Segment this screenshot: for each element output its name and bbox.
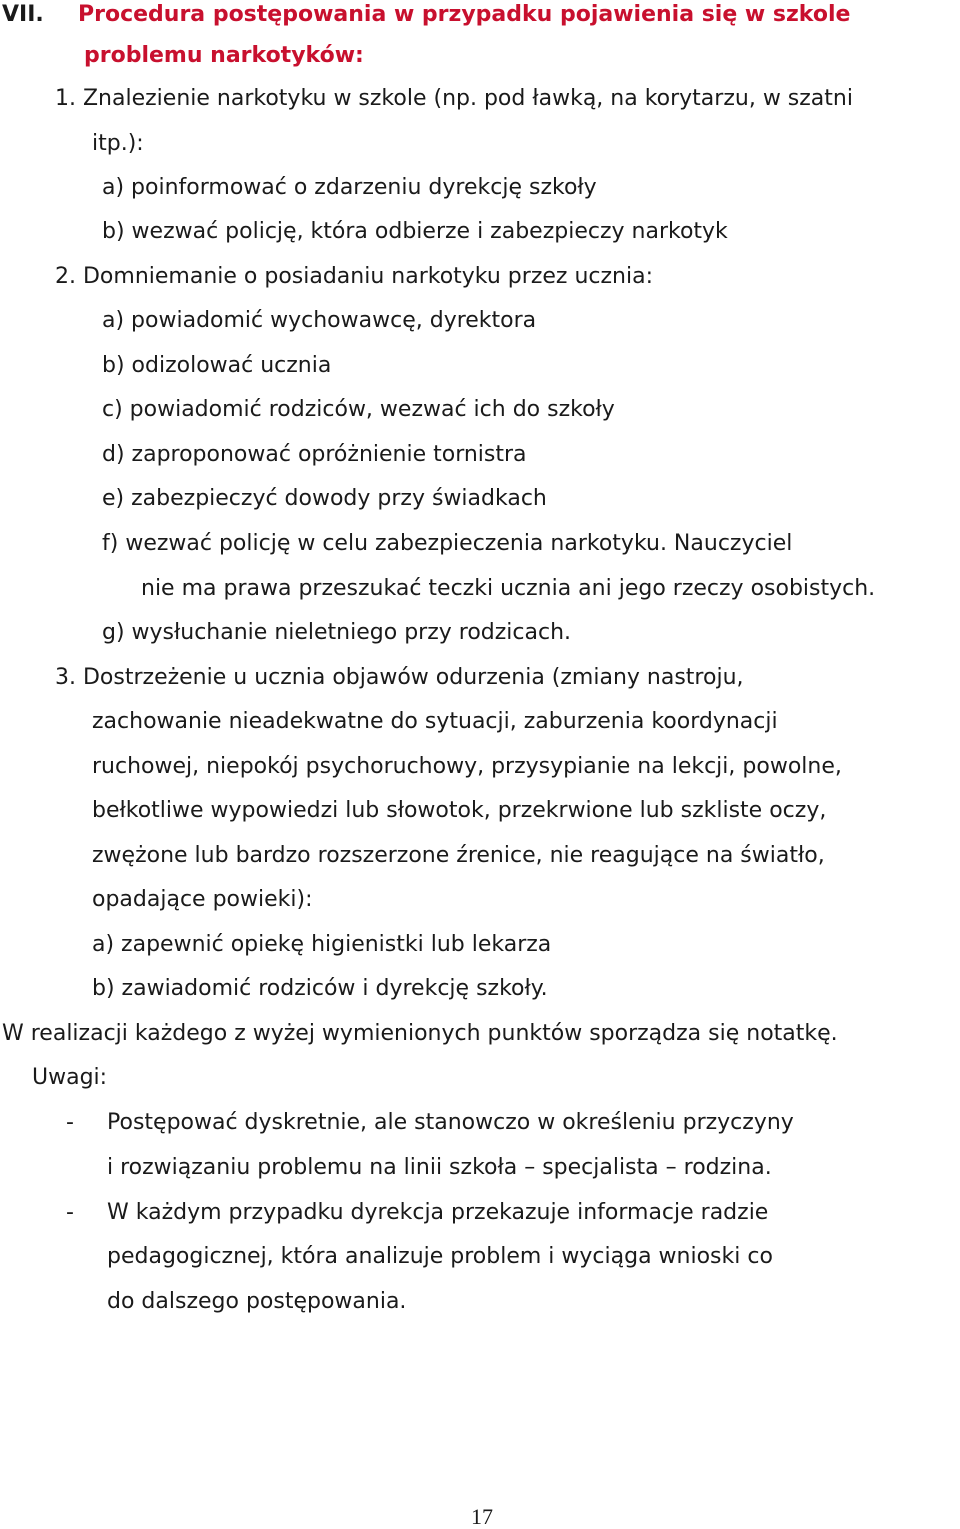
item1-line1: 1. Znalezienie narkotyku w szkole (np. pod ławką, na korytarzu, w szatni — [55, 86, 853, 111]
item3-b: b) zawiadomić rodziców i dyrekcję szkoły. — [92, 976, 548, 1001]
item2-f-line1: f) wezwać policję w celu zabezpieczenia narkotyku. Nauczyciel — [102, 531, 793, 556]
item3-line4: bełkotliwe wypowiedzi lub słowotok, przekrwione lub szkliste oczy, — [92, 798, 827, 823]
item3-line1: 3. Dostrzeżenie u ucznia objawów odurzenia (zmiany nastroju, — [55, 665, 744, 690]
item3-a: a) zapewnić opiekę higienistki lub lekarza — [92, 932, 552, 957]
item1-a: a) poinformować o zdarzeniu dyrekcję szkoły — [102, 175, 597, 200]
summary-note: W realizacji każdego z wyżej wymienionych punktów sporządza się notatkę. — [2, 1021, 838, 1046]
remark2-line2: pedagogicznej, która analizuje problem i wyciąga wnioski co — [107, 1244, 773, 1269]
item3-line5: zwężone lub bardzo rozszerzone źrenice, nie reagujące na światło, — [92, 843, 825, 868]
item3-line6: opadające powieki): — [92, 887, 313, 912]
item2-c: c) powiadomić rodziców, wezwać ich do szkoły — [102, 397, 615, 422]
item2-g: g) wysłuchanie nieletniego przy rodzicach. — [102, 620, 572, 645]
remark2-line1: W każdym przypadku dyrekcja przekazuje informacje radzie — [107, 1200, 769, 1225]
remark1-line1: Postępować dyskretnie, ale stanowczo w określeniu przyczyny — [107, 1110, 794, 1135]
item2-line1: 2. Domniemanie o posiadaniu narkotyku przez ucznia: — [55, 264, 653, 289]
remark2-bullet: - — [66, 1200, 74, 1225]
page-number: 17 — [471, 1504, 493, 1529]
item3-line2: zachowanie nieadekwatne do sytuacji, zaburzenia koordynacji — [92, 709, 778, 734]
item2-e: e) zabezpieczyć dowody przy świadkach — [102, 486, 547, 511]
remark1-bullet: - — [66, 1110, 74, 1135]
item1-b: b) wezwać policję, która odbierze i zabezpieczy narkotyk — [102, 219, 728, 244]
section-title-line2: problemu narkotyków: — [84, 43, 364, 68]
item2-a: a) powiadomić wychowawcę, dyrektora — [102, 308, 537, 333]
section-title-line1: Procedura postępowania w przypadku pojawienia się w szkole — [78, 2, 851, 27]
item2-b: b) odizolować ucznia — [102, 353, 332, 378]
item1-line2: itp.): — [92, 131, 144, 156]
remark2-line3: do dalszego postępowania. — [107, 1289, 407, 1314]
remark1-line2: i rozwiązaniu problemu na linii szkoła – specjalista – rodzina. — [107, 1155, 772, 1180]
section-number: VII. — [2, 2, 44, 27]
item2-f-line2: nie ma prawa przeszukać teczki ucznia ani jego rzeczy osobistych. — [141, 576, 876, 601]
item3-line3: ruchowej, niepokój psychoruchowy, przysypianie na lekcji, powolne, — [92, 754, 842, 779]
item2-d: d) zaproponować opróżnienie tornistra — [102, 442, 527, 467]
remarks-heading: Uwagi: — [32, 1065, 108, 1090]
